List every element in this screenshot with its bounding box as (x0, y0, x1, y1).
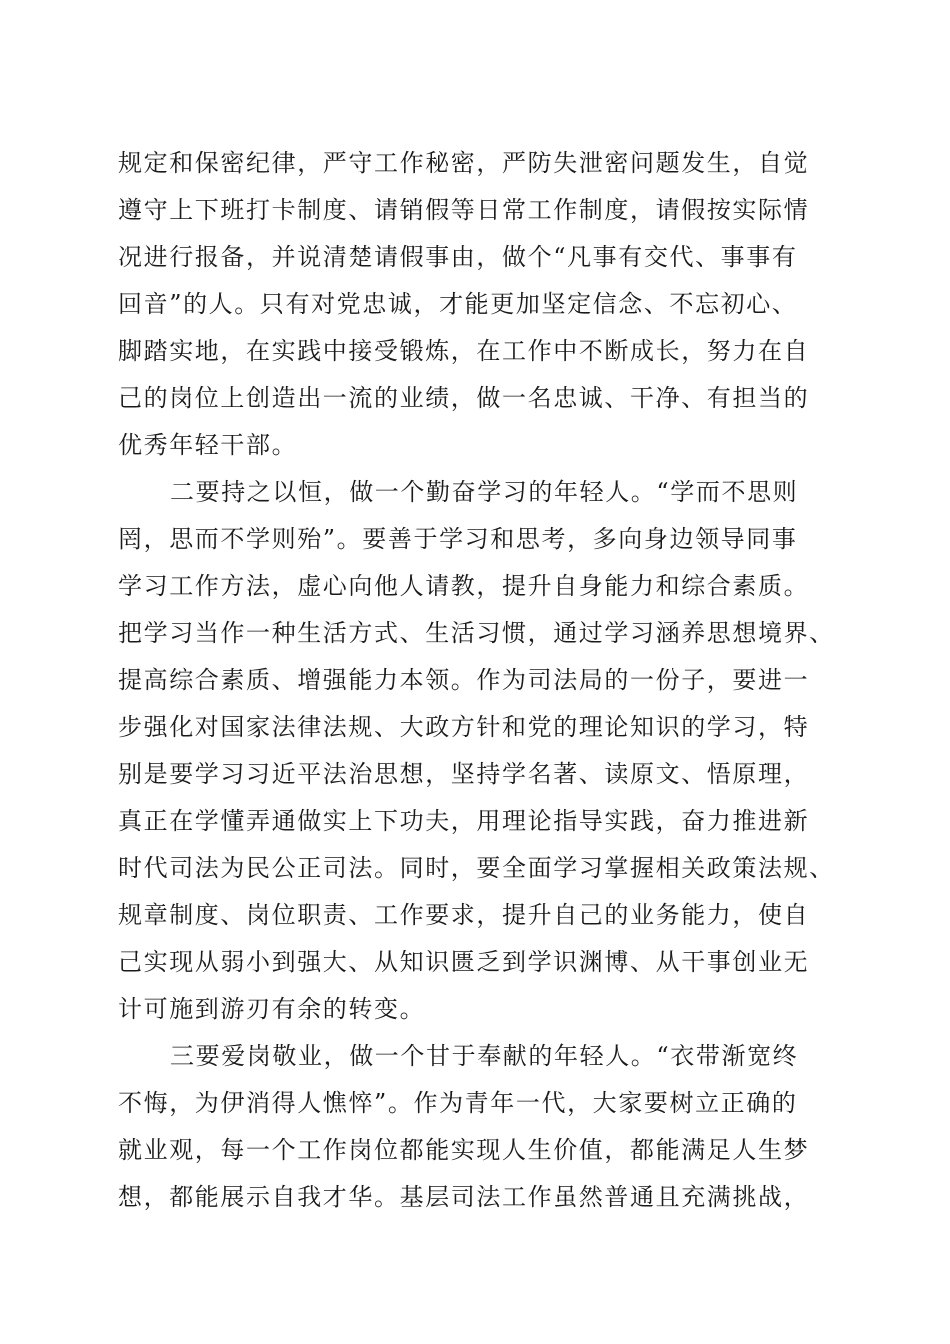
text-line: 想，都能展示自我才华。基层司法工作虽然普通且充满挑战， (118, 1183, 810, 1211)
text-line: 学习工作方法，虚心向他人请教，提升自身能力和综合素质。 (118, 572, 810, 600)
text-line: 真正在学懂弄通做实上下功夫，用理论指导实践，奋力推进新 (118, 807, 810, 835)
text-line: 己实现从弱小到强大、从知识匮乏到学识渊博、从干事创业无 (118, 948, 810, 976)
body-text (118, 140, 848, 1221)
text-line: 己的岗位上创造出一流的业绩，做一名忠诚、干净、有担当的 (118, 384, 810, 412)
text-line: 规章制度、岗位职责、工作要求，提升自己的业务能力，使自 (118, 901, 810, 929)
text-line: 时代司法为民公正司法。同时，要全面学习掌握相关政策法规、 (118, 854, 835, 882)
text-line: 提高综合素质、增强能力本领。作为司法局的一份子，要进一 (118, 666, 810, 694)
text-line: 步强化对国家法律法规、大政方针和党的理论知识的学习，特 (118, 713, 810, 741)
text-line: 把学习当作一种生活方式、生活习惯，通过学习涵养思想境界、 (118, 619, 835, 647)
text-line: 罔，思而不学则殆”。要善于学习和思考，多向身边领导同事 (118, 525, 798, 553)
text-line: 回音”的人。只有对党忠诚，才能更加坚定信念、不忘初心、 (118, 290, 798, 318)
text-line: 别是要学习习近平法治思想，坚持学名著、读原文、悟原理， (118, 760, 810, 788)
text-line: 规定和保密纪律，严守工作秘密，严防失泄密问题发生，自觉 (118, 149, 810, 177)
text-line: 遵守上下班打卡制度、请销假等日常工作制度，请假按实际情 (118, 196, 810, 224)
text-line: 就业观，每一个工作岗位都能实现人生价值，都能满足人生梦 (118, 1136, 810, 1164)
text-line: 计可施到游刃有余的转变。 (118, 995, 426, 1023)
paragraph-start-line: 二要持之以恒，做一个勤奋学习的年轻人。“学而不思则 (170, 478, 799, 506)
text-line: 不悔，为伊消得人憔悴”。作为青年一代，大家要树立正确的 (118, 1089, 798, 1117)
text-line: 况进行报备，并说清楚请假事由，做个“凡事有交代、事事有 (118, 243, 798, 271)
text-line: 脚踏实地，在实践中接受锻炼，在工作中不断成长，努力在自 (118, 337, 810, 365)
paragraph-start-line: 三要爱岗敬业，做一个甘于奉献的年轻人。“衣带渐宽终 (170, 1042, 799, 1070)
text-line: 优秀年轻干部。 (118, 431, 298, 459)
